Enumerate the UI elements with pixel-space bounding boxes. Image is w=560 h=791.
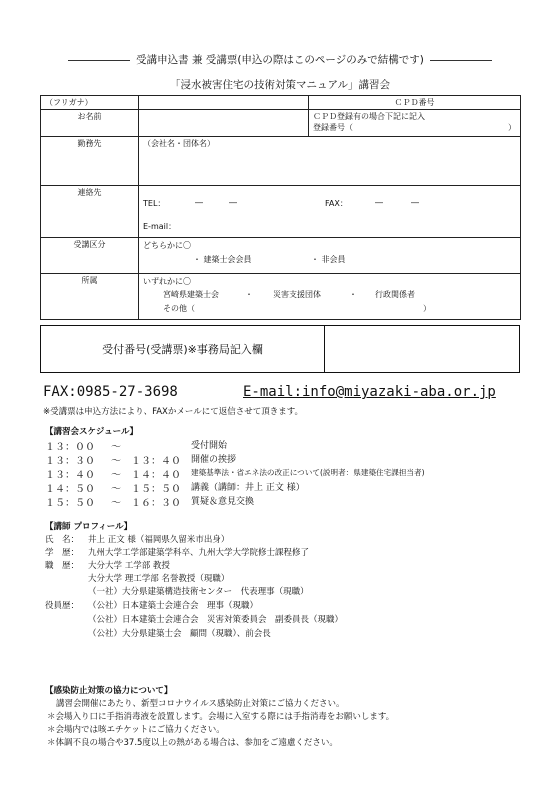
schedule-row [45,452,525,467]
lecturer-career-label: 職 歴： [45,561,80,571]
schedule-label: 質疑＆意見交換 [191,497,255,507]
tel-dash-2: ― [229,198,237,207]
affiliation-field[interactable] [139,274,521,320]
schedule-start: １５：５０ [45,498,95,509]
covid-line: 講習会開催にあたり、新型コロナウイルス感染防止対策にご協力ください。 [56,699,345,709]
covid-line: ＊会場入り口に手指消毒液を設置します。会場に入室する際には手指消毒をお願いします。 [47,712,395,722]
contact-field[interactable] [139,186,521,238]
name-field[interactable] [139,110,309,137]
schedule-start: １４：５０ [45,484,95,495]
covid-line: ＊体調不良の場合や37.5度以上の熱がある場合は、参加をご遠慮ください。 [47,738,338,748]
workplace-label: 勤務先 [41,137,139,186]
affiliation-other-close: ） [423,304,431,313]
category-instruction: どちらかに〇 [143,241,191,250]
contact-label: 連絡先 [41,186,139,238]
schedule-label: 受付開始 [191,441,228,451]
schedule-sep: ～ [111,484,121,495]
schedule-label: 講義（講師：井上 正文 様） [191,483,305,493]
receipt-box [40,325,520,373]
tel-dash-1: ― [195,198,203,207]
schedule-label: 建築基準法・省エネ法の改正について(説明者：県建築住宅課担当者) [191,468,425,477]
category-option-nonmember[interactable]: ・ 非会員 [311,255,346,264]
schedule-sep: ～ [111,442,121,453]
lecturer-name-label: 氏 名： [45,535,80,545]
fax-label: FAX： [325,199,348,208]
schedule-end: １６：３０ [131,498,181,509]
fax-dash-1: ― [375,198,383,207]
receipt-number-field[interactable] [325,326,519,372]
lecturer-title: 【講師 プロフィール】 [45,522,133,532]
cpd-register-label: 登録番号（ [313,123,353,132]
tel-label: TEL： [143,199,166,208]
affiliation-instruction: いずれかに〇 [143,277,191,286]
category-label: 受講区分 [41,238,139,274]
schedule-sep: ～ [111,456,121,467]
lecturer-officer-item: （公社）大分県建築士会 顧問（現職）、前会長 [88,629,271,639]
covid-line: ＊会場内では咳エチケットにご協力ください。 [47,725,225,735]
affiliation-option-disaster[interactable]: 災害支援団体 [273,290,321,299]
schedule-label: 開催の挨拶 [191,455,237,465]
lecturer-officer-item: （公社）日本建築士会連合会 理事（現職） [88,601,259,611]
schedule-end: １５：５０ [131,484,181,495]
lecturer-education-label: 学 歴： [45,548,80,558]
schedule-title: 【講習会スケジュール】 [45,427,138,437]
cpd-field[interactable] [309,110,521,137]
schedule-sep: ～ [111,498,121,509]
category-option-member[interactable]: ・ 建築士会会員 [193,255,252,264]
affiliation-dot-2: ・ [349,290,357,299]
schedule-start: １３：４０ [45,470,95,481]
lecturer-career-item: 大分大学 工学部 教授 [88,561,170,571]
affiliation-dot-1: ・ [245,290,253,299]
furigana-field[interactable] [139,96,309,110]
covid-title: 【感染防止対策の協力について】 [45,686,173,696]
lecturer-education: 九州大学工学部建築学科卒、九州大学大学院修士課程修了 [88,548,310,558]
schedule-sep: ～ [111,470,121,481]
schedule-row [45,480,525,495]
schedule-end: １３：４０ [131,456,181,467]
header-rule-left [68,60,130,61]
header-rule-right [430,60,492,61]
furigana-label: （フリガナ） [41,96,139,110]
email-label: E-mail： [143,222,177,231]
reply-note: ※受講票は申込方法により、FAXかメールにて返信させて頂きます。 [43,407,304,417]
lecturer-career-item: 大分大学 理工学部 名誉教授（現職） [88,574,230,584]
lecturer-career-item: （一社）大分県建築構造技術センター 代表理事（現職） [88,587,309,597]
schedule-start: １３：３０ [45,456,95,467]
lecturer-officer-item: （公社）日本建築士会連合会 災害対策委員会 副委員長（現職） [88,615,344,625]
application-form [40,95,521,320]
schedule-end: １４：４０ [131,470,181,481]
fax-number: FAX:0985-27-3698 [43,384,178,400]
affiliation-option-kenchikushi[interactable]: 宮崎県建築士会 [163,290,219,299]
receipt-label: 受付番号(受講票)※事務局記入欄 [41,326,325,372]
schedule-row [45,438,525,453]
cpd-close: ） [508,123,516,132]
email-link[interactable]: E-mail:info@miyazaki-aba.or.jp [243,384,496,400]
category-field[interactable] [139,238,521,274]
affiliation-label: 所属 [41,274,139,320]
seminar-title: 「浸水被害住宅の技術対策マニュアル」講習会 [169,79,391,91]
name-label: お名前 [41,110,139,137]
affiliation-option-other[interactable]: その他（ [163,304,195,313]
lecturer-officer-label: 役員歴： [45,601,80,611]
schedule-row [45,466,525,481]
form-header [0,52,560,67]
cpd-number-label: ＣＰＤ番号 [309,96,521,110]
cpd-note: ＣＰＤ登録有の場合下記に記入 [313,112,425,121]
schedule-start: １３：００ [45,442,95,453]
fax-dash-2: ― [411,198,419,207]
affiliation-option-government[interactable]: 行政関係者 [375,290,415,299]
workplace-field[interactable] [139,137,521,186]
schedule-row [45,494,525,509]
lecturer-name: 井上 正文 様（福岡県久留米市出身） [88,535,230,545]
header-title: 受講申込書 兼 受講票(申込の際はこのページのみで結構です) [136,54,424,66]
workplace-hint: （会社名・団体名） [143,139,215,148]
